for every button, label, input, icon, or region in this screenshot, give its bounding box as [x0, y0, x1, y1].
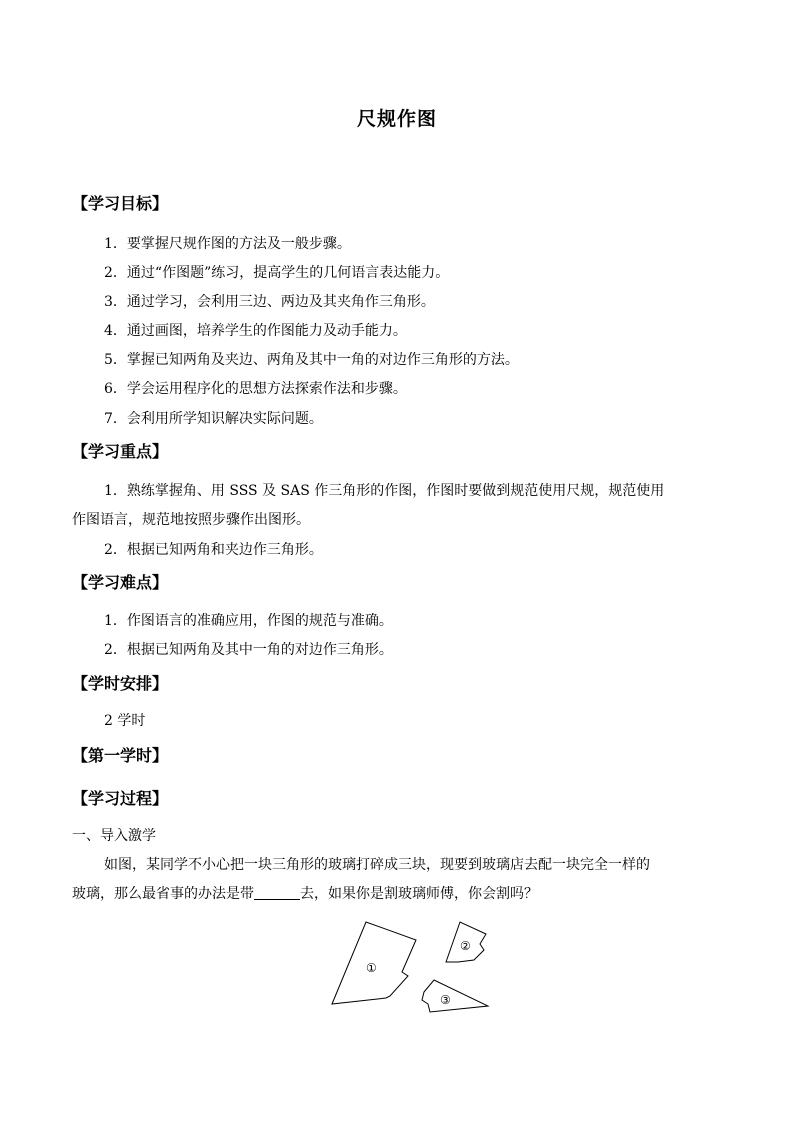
intro-title: 一、导入激学: [72, 828, 156, 844]
goal-item: 6．学会运用程序化的思想方法探索作法和步骤。: [104, 381, 407, 397]
piece-3-label: ③: [440, 993, 451, 1007]
glass-piece-3: [422, 980, 488, 1012]
goal-item: 3．通过学习，会利用三边、两边及其夹角作三角形。: [104, 294, 435, 310]
difficulty-item: 2．根据已知两角及其中一角的对边作三角形。: [104, 642, 393, 658]
goals-heading: 【学习目标】: [72, 194, 169, 213]
key-points-heading: 【学习重点】: [72, 442, 169, 461]
piece-2-label: ②: [460, 939, 471, 953]
goal-item: 1．要掌握尺规作图的方法及一般步骤。: [104, 236, 351, 252]
broken-glass-svg: [328, 918, 498, 1018]
key-point-item: 1．熟练掌握角、用 SSS 及 SAS 作三角形的作图，作图时要做到规范使用尺规，规范使用: [104, 483, 665, 499]
first-period-heading: 【第一学时】: [72, 746, 169, 765]
process-heading: 【学习过程】: [72, 789, 169, 808]
piece-1-label: ①: [366, 961, 377, 975]
goal-item: 5．掌握已知两角及夹边、两角及其中一角的对边作三角形的方法。: [104, 352, 519, 368]
intro-paragraph-line: [72, 884, 538, 904]
answer-blank[interactable]: [254, 885, 300, 900]
difficulty-item: 1．作图语言的准确应用，作图的规范与准确。: [104, 613, 393, 629]
key-point-item: 2．根据已知两角和夹边作三角形。: [104, 542, 323, 558]
intro-text-after-blank: 去，如果你是割玻璃师傅，你会割吗？: [300, 886, 538, 902]
intro-paragraph-line: 如图，某同学不小心把一块三角形的玻璃打碎成三块，现要到玻璃店去配一块完全一样的: [104, 857, 650, 873]
schedule-text: 2 学时: [104, 713, 146, 729]
goal-item: 2．通过“作图题”练习，提高学生的几何语言表达能力。: [104, 265, 450, 281]
goal-item: 4．通过画图，培养学生的作图能力及动手能力。: [104, 323, 407, 339]
goal-item: 7．会利用所学知识解决实际问题。: [104, 411, 323, 427]
page-title: 尺规作图: [356, 108, 437, 130]
key-point-item-continued: 作图语言，规范地按照步骤作出图形。: [72, 512, 310, 528]
schedule-heading: 【学时安排】: [72, 674, 169, 693]
intro-text-before-blank: 玻璃，那么最省事的办法是带: [72, 886, 254, 902]
broken-glass-figure: [328, 918, 498, 1018]
difficulty-heading: 【学习难点】: [72, 573, 169, 592]
